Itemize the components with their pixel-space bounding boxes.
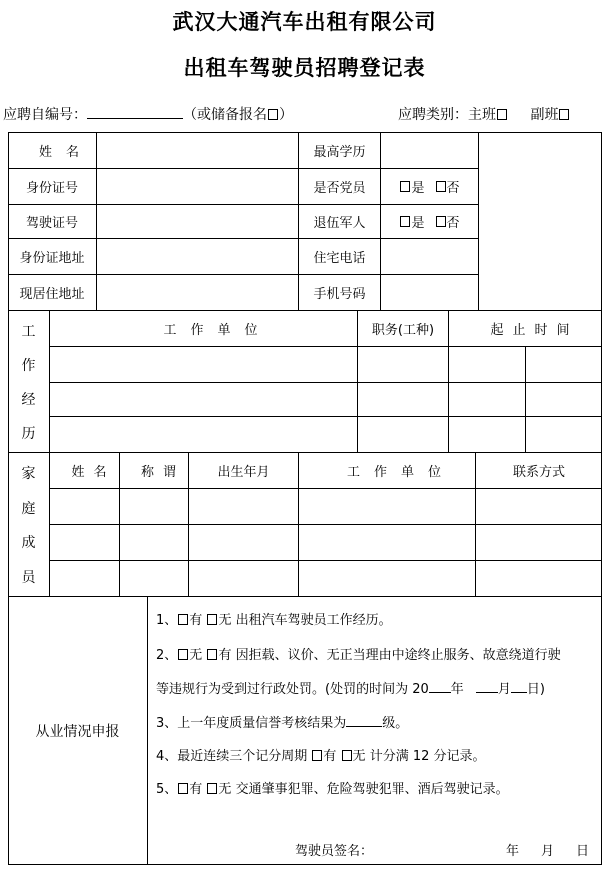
- sub-shift-label: 副班: [530, 107, 559, 123]
- penalty-month-blank[interactable]: [476, 679, 498, 693]
- license-field[interactable]: [97, 204, 298, 238]
- id-card-label: 身份证号: [25, 180, 78, 196]
- current-address-label: 现居住地址: [19, 286, 85, 302]
- mobile-label: 手机号码: [313, 286, 366, 302]
- party-member-options: 是 否: [381, 168, 478, 204]
- item5-opt2-checkbox[interactable]: [207, 783, 217, 794]
- apply-category-row: [398, 104, 570, 124]
- penalty-year-blank[interactable]: [429, 679, 451, 693]
- id-address-field[interactable]: [97, 238, 298, 274]
- apply-number-field[interactable]: [87, 104, 183, 119]
- home-phone-field[interactable]: [381, 238, 478, 274]
- reserve-label: （或储备报名: [183, 107, 267, 123]
- reserve-checkbox[interactable]: [268, 109, 278, 120]
- declaration-item-2-line2: 等违规行为受到过行政处罚。(处罚的时间为 20 年 月 日): [156, 678, 545, 697]
- signature-label: 驾驶员签名：: [295, 844, 374, 859]
- declaration-item-3: 3、上一年度质量信誉考核结果为 级。: [156, 712, 408, 731]
- declaration-item-5: 5、 有 无 交通肇事犯罪、危险驾驶犯罪、酒后驾驶记录。: [156, 782, 509, 797]
- apply-number-label: 应聘自编号：: [3, 107, 87, 123]
- family-side-label: 家 庭 成 员: [21, 466, 36, 586]
- family-unit-header: 工作单位: [346, 464, 455, 480]
- item2-opt2-checkbox[interactable]: [207, 649, 217, 660]
- main-shift-label: 主班: [468, 107, 496, 123]
- home-phone-label: 住宅电话: [313, 250, 366, 266]
- name-field[interactable]: [97, 132, 298, 168]
- party-member-label: 是否党员: [313, 180, 366, 196]
- work-experience-side-label: 工 作 经 历: [21, 324, 36, 442]
- item5-opt1-checkbox[interactable]: [178, 783, 188, 794]
- item4-opt2-checkbox[interactable]: [342, 750, 352, 761]
- mobile-field[interactable]: [381, 274, 478, 310]
- signature-row: [295, 840, 373, 859]
- education-label: 最高学历: [313, 144, 366, 160]
- work-unit-header: 工作单位: [163, 322, 272, 338]
- declaration-item-2: 2、 无 有 因拒载、议价、无正当理由中途终止服务、故意绕道行驶: [156, 648, 561, 663]
- signature-date: 年 月 日: [506, 844, 590, 859]
- category-label: 应聘类别：: [398, 107, 468, 123]
- penalty-day-blank[interactable]: [511, 679, 527, 693]
- item2-opt1-checkbox[interactable]: [178, 649, 188, 660]
- registration-form-table: [8, 132, 602, 865]
- item4-opt1-checkbox[interactable]: [312, 750, 322, 761]
- name-label: 姓名: [38, 144, 93, 160]
- declaration-item-1: 1、 有 无 出租汽车驾驶员工作经历。: [156, 613, 392, 628]
- form-title: 出租车驾驶员招聘登记表: [183, 55, 426, 80]
- veteran-no-checkbox[interactable]: [436, 216, 446, 227]
- declaration-label: 从业情况申报: [35, 723, 120, 740]
- work-position-header: 职务(工种): [371, 322, 435, 338]
- family-birth-header: 出生年月: [217, 464, 270, 480]
- party-yes-checkbox[interactable]: [400, 181, 410, 192]
- id-address-label: 身份证地址: [19, 250, 85, 266]
- veteran-label: 退伍军人: [313, 215, 366, 231]
- veteran-yes-checkbox[interactable]: [400, 216, 410, 227]
- family-name-header: 姓名: [71, 464, 116, 480]
- party-no-checkbox[interactable]: [436, 181, 446, 192]
- photo-area[interactable]: [479, 132, 602, 310]
- id-card-field[interactable]: [97, 168, 298, 204]
- family-title-header: 称谓: [140, 464, 185, 480]
- work-period-header: 起止时间: [490, 322, 579, 338]
- declaration-item-4: 4、最近连续三个记分周期 有 无 计分满 12 分记录。: [156, 749, 486, 764]
- family-contact-header: 联系方式: [512, 464, 565, 480]
- sub-shift-checkbox[interactable]: [559, 109, 569, 120]
- current-address-field[interactable]: [97, 274, 298, 310]
- license-label: 驾驶证号: [25, 215, 78, 231]
- company-title: 武汉大通汽车出租有限公司: [172, 9, 437, 34]
- main-shift-checkbox[interactable]: [497, 109, 507, 120]
- apply-number-row: 应聘自编号： （或储备报名 ）: [3, 104, 293, 124]
- education-field[interactable]: [381, 132, 478, 168]
- veteran-options: 是 否: [381, 204, 478, 238]
- credit-grade-blank[interactable]: [346, 713, 382, 727]
- item1-opt1-checkbox[interactable]: [178, 614, 188, 625]
- item1-opt2-checkbox[interactable]: [207, 614, 217, 625]
